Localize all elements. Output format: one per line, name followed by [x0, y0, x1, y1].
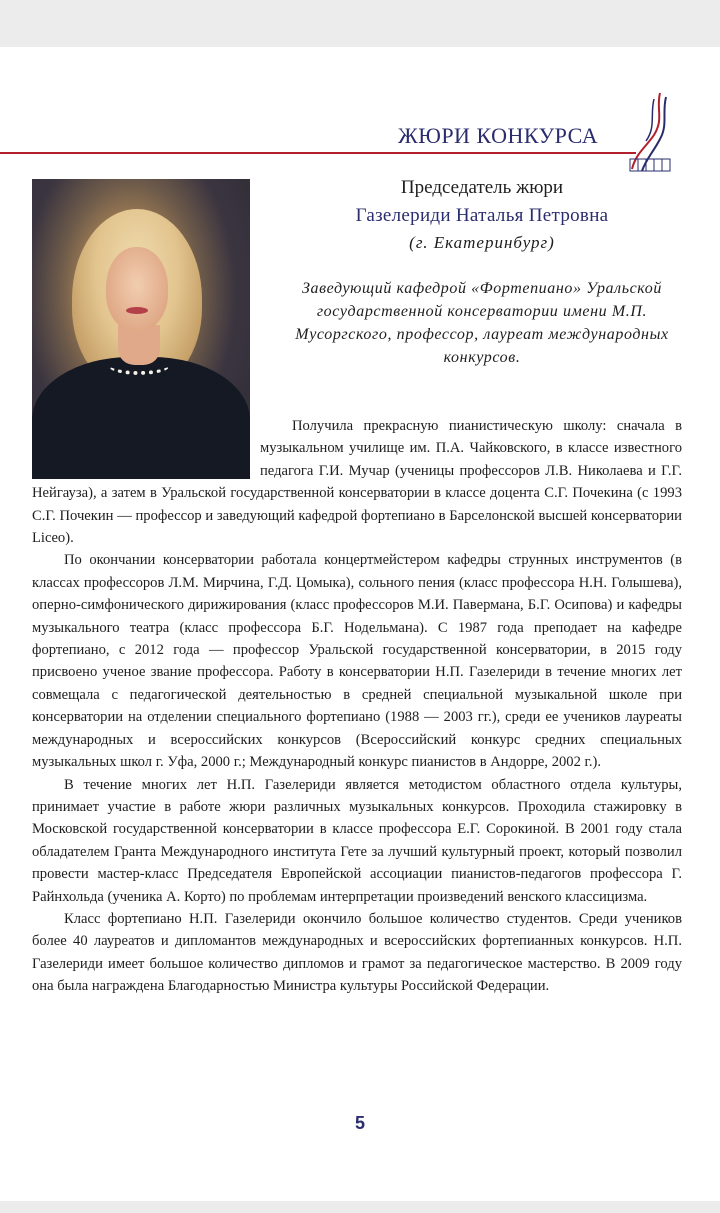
jury-position: Заведующий кафедрой «Фортепиано» Уральской государственной консерватории имени М.П. Мусоргского, профессор, лауреат международных конкурсов. — [295, 280, 669, 366]
biography-paragraph: В течение многих лет Н.П. Газелериди является методистом областного отдела культуры, принимает участие в работе жюри различных музыкальных конкурсов. Проходила стажировку в Московской государственной консерватории в классе профессора Е.Г. Сорокиной. В 2001 году стала обладателем Гранта Международного института Гете за лучший культурный проект, который позволил провести мастер-класс Председателя Европейской ассоциации пианистов-педагогов профессора Г. Райнхольда (ученика А. Корто) по проблемам интерпретации произведений венского классицизма. — [32, 776, 682, 905]
section-title: ЖЮРИ КОНКУРСА — [398, 123, 599, 148]
header-rule — [0, 152, 636, 154]
jury-role: Председатель жюри — [400, 177, 564, 198]
page-number: 5 — [354, 1113, 365, 1133]
jury-city: (г. Екатеринбург) — [409, 233, 555, 252]
jury-chair-intro — [272, 175, 692, 369]
piano-keys-logo-icon — [616, 89, 676, 173]
jury-name: Газелериди Наталья Петровна — [355, 205, 609, 226]
biography-text — [32, 415, 682, 998]
biography-paragraph: По окончании консерватории работала концертмейстером кафедры струнных инструментов (в классах профессоров Л.М. Мирчина, Г.Д. Цомыка), сольного пения (класс профессора Н.Н. Голышева), оперно-симфонического дирижирования (класс профессоров М.И. Павермана, Б.Г. Осипова) и кафедры музыкального театра (класс профессора Б.Г. Нодельмана). С 1987 года преподает на кафедре фортепиано, с 2012 года — профессор Уральской государственной консерватории, в 2015 году присвоено ученое звание профессора. Работу в консерватории Н.П. Газелериди в течение многих лет совмещала с педагогической деятельностью в средней специальной музыкальной школе при консерватории на отделении специального фортепиано (1988 — 2003 гг.), среди ее учеников лауреаты международных и всероссийских конкурсов (Всероссийский конкурс средних специальных музыкальных школ г. Уфа, 2000 г.; Международный конкурс пианистов в Андорре, 2002 г.). — [32, 552, 682, 771]
biography-paragraph: Класс фортепиано Н.П. Газелериди окончило большое количество студентов. Среди учеников более 40 лауреатов и дипломантов международных и всероссийских фортепианных конкурсов. Н.П. Газелериди имеет большое количество дипломов и грамот за педагогическое мастерство. В 2009 году она была награждена Благодарностью Министра культуры Российской Федерации. — [32, 910, 682, 995]
document-page — [0, 47, 720, 1201]
biography-paragraph: Получила прекрасную пианистическую школу: сначала в музыкальном училище им. П.А. Чайковского, в классе известного педагога Г.И. Мучар (ученицы профессоров Л.В. Николаева и Г.Г. Нейгауза), а затем в Уральской государственной консерватории в классе доцента С.Г. Почекина (с 1993 С.Г. Почекин — профессор и заведующий кафедрой фортепиано в Барселонской высшей консерватории Liceo). — [32, 418, 682, 547]
